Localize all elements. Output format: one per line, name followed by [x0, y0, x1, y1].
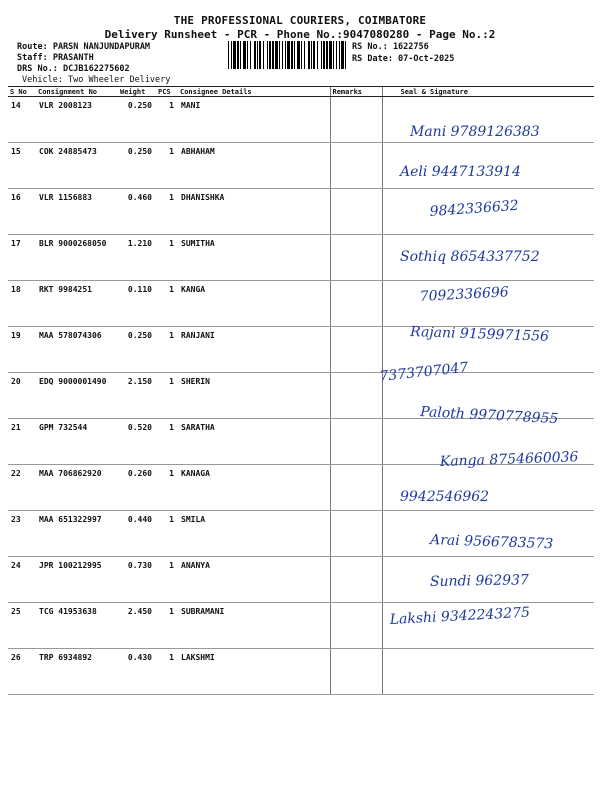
- cell-consignment: MAA 706862920: [36, 465, 118, 511]
- cell-signature: [382, 143, 594, 189]
- cell-sno: 19: [8, 327, 36, 373]
- cell-pcs: 1: [156, 603, 178, 649]
- cell-sno: 18: [8, 281, 36, 327]
- table-row: [8, 97, 594, 143]
- signature-8: Paloth 9970778955: [419, 404, 559, 428]
- cell-pcs: 1: [156, 327, 178, 373]
- cell-consignment: MAA 651322997: [36, 511, 118, 557]
- cell-pcs: 1: [156, 281, 178, 327]
- cell-consignment: EDQ 9000001490: [36, 373, 118, 419]
- cell-remarks: [330, 649, 382, 695]
- cell-consignee: SMILA: [178, 511, 330, 557]
- cell-remarks: [330, 189, 382, 235]
- cell-consignment: TCG 41953638: [36, 603, 118, 649]
- col-weight: Weight: [118, 87, 156, 97]
- signature-3: 9842336632: [429, 197, 520, 220]
- cell-signature: [382, 419, 594, 465]
- table-row: [8, 373, 594, 419]
- signature-2: Aeli 9447133914: [400, 164, 521, 180]
- cell-pcs: 1: [156, 557, 178, 603]
- table-row: [8, 511, 594, 557]
- signature-13: Lakshi 9342243275: [389, 604, 531, 628]
- rs-number: RS No.: 1622756: [352, 42, 429, 52]
- cell-pcs: 1: [156, 97, 178, 143]
- table-row: [8, 189, 594, 235]
- cell-signature: [382, 97, 594, 143]
- cell-sno: 21: [8, 419, 36, 465]
- cell-consignment: BLR 9000268050: [36, 235, 118, 281]
- runsheet-table: [8, 86, 594, 695]
- cell-consignee: DHANISHKA: [178, 189, 330, 235]
- cell-consignment: COK 24885473: [36, 143, 118, 189]
- cell-pcs: 1: [156, 511, 178, 557]
- table-row: [8, 143, 594, 189]
- cell-consignment: MAA 578074306: [36, 327, 118, 373]
- cell-weight: 0.730: [118, 557, 156, 603]
- table-row: [8, 603, 594, 649]
- cell-signature: [382, 189, 594, 235]
- cell-consignee: KANAGA: [178, 465, 330, 511]
- cell-weight: 0.260: [118, 465, 156, 511]
- table-row: [8, 557, 594, 603]
- col-remarks: Remarks: [330, 87, 382, 97]
- cell-remarks: [330, 557, 382, 603]
- company-title: THE PROFESSIONAL COURIERS, COIMBATORE: [173, 14, 427, 27]
- staff-label: Staff: PRASANTH: [17, 53, 94, 63]
- col-consignment: Consignment No: [36, 87, 118, 97]
- signature-6: Rajani 9159971556: [409, 324, 550, 345]
- table-header-row: [8, 87, 594, 97]
- cell-remarks: [330, 603, 382, 649]
- cell-signature: [382, 281, 594, 327]
- cell-pcs: 1: [156, 419, 178, 465]
- drs-label: DRS No.: DCJB162275602: [17, 64, 130, 74]
- cell-consignee: SHERIN: [178, 373, 330, 419]
- cell-signature: [382, 557, 594, 603]
- cell-consignee: KANGA: [178, 281, 330, 327]
- cell-signature: [382, 511, 594, 557]
- runsheet-subtitle: Delivery Runsheet - PCR - Phone No.:9047080280 - Page No.:2: [104, 28, 496, 41]
- col-sno: S No: [8, 87, 36, 97]
- cell-signature: [382, 235, 594, 281]
- cell-consignment: GPM 732544: [36, 419, 118, 465]
- cell-consignee: ABHAHAM: [178, 143, 330, 189]
- table-row: [8, 235, 594, 281]
- cell-consignee: SUMITHA: [178, 235, 330, 281]
- cell-weight: 0.460: [118, 189, 156, 235]
- cell-remarks: [330, 281, 382, 327]
- table-row: [8, 419, 594, 465]
- signature-7: 7373707047: [378, 359, 470, 385]
- vehicle-label: Vehicle: Two Wheeler Delivery: [22, 75, 171, 85]
- table-row: [8, 649, 594, 695]
- cell-signature: [382, 603, 594, 649]
- cell-weight: 0.440: [118, 511, 156, 557]
- cell-pcs: 1: [156, 143, 178, 189]
- cell-sno: 15: [8, 143, 36, 189]
- cell-remarks: [330, 465, 382, 511]
- cell-sno: 26: [8, 649, 36, 695]
- cell-sno: 20: [8, 373, 36, 419]
- cell-consignee: SARATHA: [178, 419, 330, 465]
- cell-consignee: MANI: [178, 97, 330, 143]
- cell-remarks: [330, 419, 382, 465]
- cell-weight: 2.450: [118, 603, 156, 649]
- signature-5: 7092336696: [419, 284, 510, 305]
- cell-signature: [382, 465, 594, 511]
- rs-date: RS Date: 07-Oct-2025: [352, 54, 455, 64]
- cell-signature: [382, 373, 594, 419]
- col-consignee: Consignee Details: [178, 87, 330, 97]
- cell-consignee: LAKSHMI: [178, 649, 330, 695]
- signature-4: Sothiq 8654337752: [400, 249, 540, 265]
- cell-consignee: ANANYA: [178, 557, 330, 603]
- cell-sno: 14: [8, 97, 36, 143]
- cell-remarks: [330, 327, 382, 373]
- cell-sno: 17: [8, 235, 36, 281]
- cell-weight: 0.250: [118, 327, 156, 373]
- cell-consignment: TRP 6934892: [36, 649, 118, 695]
- table-row: [8, 327, 594, 373]
- cell-weight: 2.150: [118, 373, 156, 419]
- cell-weight: 0.110: [118, 281, 156, 327]
- cell-remarks: [330, 235, 382, 281]
- signature-10: 9942546962: [400, 489, 490, 505]
- cell-consignee: RANJANI: [178, 327, 330, 373]
- cell-weight: 0.520: [118, 419, 156, 465]
- table-row: [8, 465, 594, 511]
- cell-sno: 16: [8, 189, 36, 235]
- cell-remarks: [330, 373, 382, 419]
- cell-remarks: [330, 143, 382, 189]
- signature-11: Arai 9566783573: [429, 532, 554, 553]
- cell-sno: 24: [8, 557, 36, 603]
- signature-1: Mani 9789126383: [410, 124, 540, 140]
- cell-weight: 1.210: [118, 235, 156, 281]
- cell-pcs: 1: [156, 649, 178, 695]
- cell-remarks: [330, 511, 382, 557]
- col-pcs: PCS: [156, 87, 178, 97]
- cell-pcs: 1: [156, 373, 178, 419]
- cell-signature: [382, 327, 594, 373]
- cell-pcs: 1: [156, 465, 178, 511]
- cell-remarks: [330, 97, 382, 143]
- cell-weight: 0.250: [118, 143, 156, 189]
- cell-sno: 23: [8, 511, 36, 557]
- barcode-image: [228, 41, 346, 69]
- cell-sno: 22: [8, 465, 36, 511]
- cell-consignment: JPR 100212995: [36, 557, 118, 603]
- signature-12: Sundi 962937: [429, 572, 530, 590]
- cell-weight: 0.250: [118, 97, 156, 143]
- cell-consignment: VLR 2008123: [36, 97, 118, 143]
- cell-sno: 25: [8, 603, 36, 649]
- signature-9: Kanga 8754660036: [439, 449, 579, 470]
- cell-consignment: RKT 9984251: [36, 281, 118, 327]
- col-seal: Seal & Signature: [382, 87, 594, 97]
- cell-pcs: 1: [156, 235, 178, 281]
- cell-signature: [382, 649, 594, 695]
- cell-consignment: VLR 1156883: [36, 189, 118, 235]
- cell-pcs: 1: [156, 189, 178, 235]
- cell-weight: 0.430: [118, 649, 156, 695]
- route-label: Route: PARSN NANJUNDAPURAM: [17, 42, 151, 52]
- cell-consignee: SUBRAMANI: [178, 603, 330, 649]
- table-row: [8, 281, 594, 327]
